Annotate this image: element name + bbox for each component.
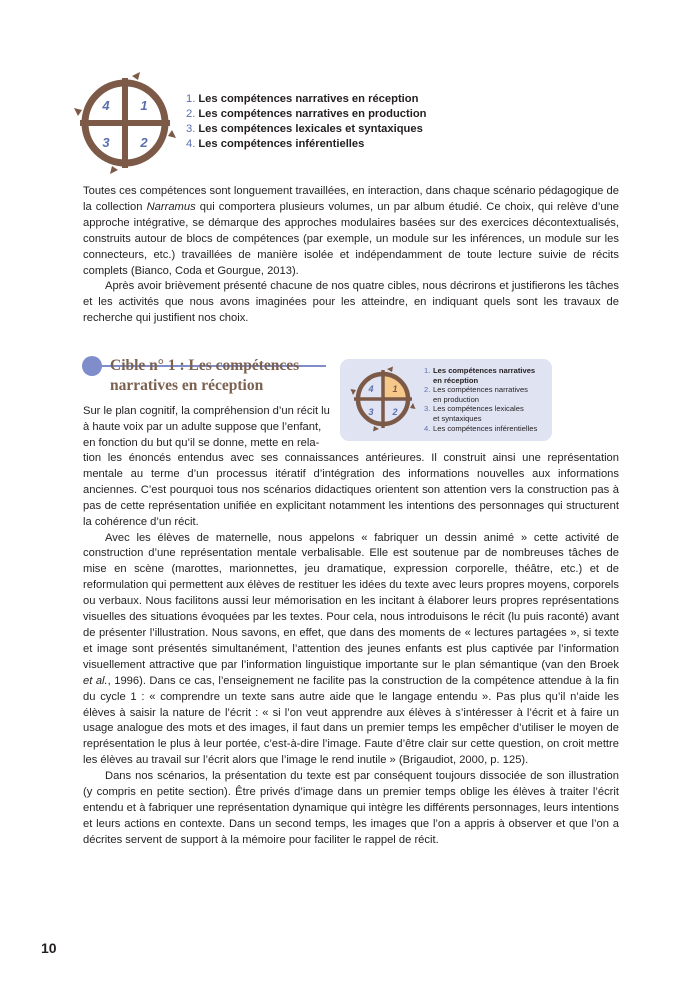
quadrant-label-2: 2 bbox=[140, 135, 148, 150]
section-body bbox=[83, 451, 619, 849]
quadrant-label-3: 3 bbox=[368, 407, 374, 417]
target-legend bbox=[424, 366, 537, 433]
quadrant-label-3: 3 bbox=[102, 135, 110, 150]
intro-text bbox=[83, 184, 619, 327]
arrow-head-bottom bbox=[110, 166, 118, 174]
arrow-head-right bbox=[168, 130, 176, 138]
legend-item: 3. Les compétences lexicales et syntaxiques bbox=[186, 123, 423, 135]
quadrant-label-2: 2 bbox=[392, 407, 398, 417]
section-intro-lines: Sur le plan cognitif, la compréhension d’un récit lu à haute voix par un adulte suppose que l’enfant, en fonction du but qu’il se donne, mette en rela- bbox=[83, 405, 330, 449]
arrow-head-left bbox=[74, 108, 82, 116]
quadrant-label-4: 4 bbox=[102, 98, 110, 113]
page-number: 10 bbox=[41, 940, 57, 956]
section-title: Cible n° 1 : Les compétences narratives en réception bbox=[110, 357, 300, 394]
quadrant-label-4: 4 bbox=[368, 384, 374, 394]
section-paragraph-2: Avec les élèves de maternelle, nous appelons « fabriquer un dessin animé » cette activité de construction d’une représentation mentale verbalisable. Elle est soutenue par de nombreuses tâches de mise en scène (marottes, marionnettes, jeu dramatique, expression corporelle, théâtre, etc.) et de reformulation qui permettent aux élèves de restituer les idées du texte avec leurs propres moyens, corporels ou verbaux. Nous facilitons aussi leur mémorisation en les incitant à élaborer leurs propres représentations visuelles des situations évoquées par les textes. Pour cela, nous introduisons le récit (lu puis raconté) avant de présenter l’illustration. Nous savons, en effet, que dans des moments de « lectures partagées », si texte et image sont présentés simultanément, l’attention des jeunes enfants est plus captivée par l’information visuellement attractive que par l’information linguistique importante sur le plan sémantique (van den Broek et al., 1996). Dans ce cas, l’enseignement ne facilite pas la construction de la compétence attendue à la fin du cycle 1 : « comprendre un texte sans autre aide que le langage entendu ». Pas plus qu’il n’aide les élèves à saisir la nature de l’écrit : « si l’on veut apprendre aux élèves à s’intéresser à l’écrit et à faire un usage analogue des mots et des images, il faut dans un premier temps les empêcher d’utiliser le moyen de représentation le plus à leur portée, c’est-à-dire l’image. Faute d’être clair sur cette question, on croit mettre les élèves au travail sur l’écrit alors que l’image le rend inutile » (Brigaudiot, 2000, p. 125). bbox=[83, 531, 619, 767]
section-paragraph-1: tion les énoncés entendus avec ses connaissances antérieures. Il construit ainsi une représentation mentale au terme d’un processus itératif d’intégration des informations nouvelles aux informations anciennes. C’est pourquoi tous nos scénarios didactiques orientent son attention vers la construction pas à pas de cette représentation unifiée en explicitant notamment les intentions des personnages qui structurent la cohérence d’un récit. bbox=[83, 452, 619, 528]
legend-item: 4. Les compétences inférentielles bbox=[186, 138, 365, 150]
section-paragraph-3: Dans nos scénarios, la présentation du texte est par conséquent toujours dissociée de son illustration (y compris en petite section). Être privés d’image dans un premier temps oblige les élèves à traiter l’écrit entendu et à fabriquer une représentation dynamique qui intègre les différents personnages, leurs intentions et leurs actions en contexte. Dans un second temps, les images que l’on a appris à observer et que l’on a décrites servent de support à la mémoire pour faciliter le rappel de récit. bbox=[83, 770, 619, 846]
intro-paragraph-1: Toutes ces compétences sont longuement travaillées, en interaction, dans chaque scénario pédagogique de la collection Narramus qui comportera plusieurs volumes, un par album étudié. Ce choix, qui relève d’une approche intégrative, se démarque des approches modulaires basées sur des exercices décontextualisés, construits autour de blocs de compétences (par exemple, un module sur les inférences, un module sur les connecteurs, etc.) travaillées de manière isolée et indépendamment de toute lecture suivie de récits complets (Bianco, Coda et Gourgue, 2013). bbox=[83, 185, 619, 277]
competences-wheel-highlight bbox=[349, 365, 417, 433]
competences-legend bbox=[186, 92, 427, 152]
legend-item: 2. Les compétences narratives en production bbox=[186, 108, 427, 120]
legend-item: 4. Les compétences inférentielles bbox=[424, 423, 538, 433]
legend-item: 1. Les compétences narratives en réception bbox=[186, 93, 419, 105]
legend-item: 1. Les compétences narratives en réception bbox=[424, 366, 536, 385]
quadrant-label-1: 1 bbox=[140, 98, 148, 113]
arrow-head-top bbox=[132, 72, 140, 80]
legend-item: 2. Les compétences narratives en production bbox=[424, 385, 528, 404]
competences-wheel-diagram bbox=[72, 70, 178, 176]
quadrant-label-1: 1 bbox=[392, 384, 398, 394]
heading-bullet-icon bbox=[82, 356, 102, 376]
intro-paragraph-2: Après avoir brièvement présenté chacune de nos quatre cibles, nous décrirons et justifierons les tâches et les activités que nous avons imaginées pour les atteindre, en indiquant quels sont les travaux de recherche qui justifient nos choix. bbox=[83, 280, 619, 325]
legend-item: 3. Les compétences lexicales et syntaxiques bbox=[424, 404, 524, 423]
